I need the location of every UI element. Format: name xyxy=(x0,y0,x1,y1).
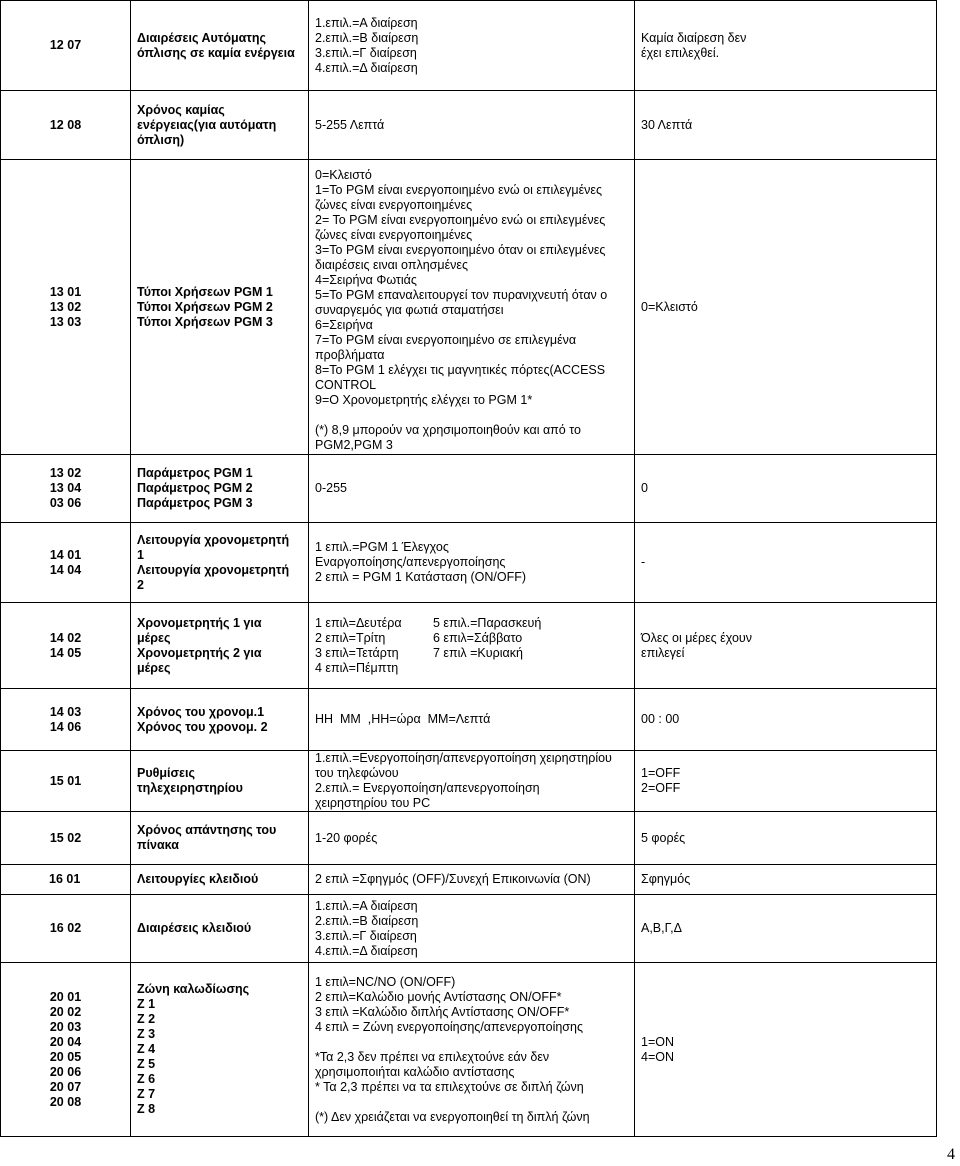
description-line: τηλεχειρηστηρίου xyxy=(137,781,243,795)
options-cell xyxy=(309,751,635,812)
description-cell xyxy=(131,91,309,160)
description-line: 2 xyxy=(137,577,144,592)
description-cell xyxy=(131,812,309,865)
description-line: Λειτουργία χρονομετρητή xyxy=(137,562,290,577)
description-line: Χρονομετρητής 1 για xyxy=(137,615,262,630)
setting-code: 03 06 xyxy=(49,496,82,510)
setting-code: 13 02 xyxy=(49,299,82,314)
default-value: 0 xyxy=(641,481,648,495)
default-cell xyxy=(635,963,937,1137)
option-line: χρησιμοποιήται καλώδιο αντίστασης xyxy=(315,1064,515,1079)
setting-code: 13 01 xyxy=(49,284,82,299)
description-line: Διαιρέσεις κλειδιού xyxy=(137,921,252,935)
weekday-option: 3 επιλ=Τετάρτη xyxy=(315,645,399,660)
setting-code: 14 01 xyxy=(49,547,82,562)
option-line: *Τα 2,3 δεν πρέπει να επιλεχτούνε εάν δεν xyxy=(315,1049,550,1064)
setting-code: 13 02 xyxy=(49,466,82,480)
table-row xyxy=(1,751,937,812)
option-line: 1.επιλ.=Α διαίρεση xyxy=(315,898,418,913)
option-line: 2 επιλ=Καλώδιο μονής Αντίστασης ON/OFF* xyxy=(315,989,562,1004)
description-line: Z 2 xyxy=(137,1012,156,1026)
option-line: 1 επιλ.=PGM 1 Έλεγχος xyxy=(315,540,449,554)
option-line: 2= Το PGM είναι ενεργοποιημένο ενώ οι επιλεγμένες xyxy=(315,213,606,227)
option-line: HH MM ,HH=ώρα MM=Λεπτά xyxy=(315,712,491,726)
description-line: πίνακα xyxy=(137,838,179,852)
option-line: 4=Σειρήνα Φωτιάς xyxy=(315,273,417,287)
option-line: 2.επιλ.=Β διαίρεση xyxy=(315,30,419,45)
blank-line xyxy=(315,1035,628,1050)
blank-line xyxy=(315,1095,628,1110)
option-line: * Τα 2,3 πρέπει να τα επιλεχτούνε σε διπλή ζώνη xyxy=(315,1079,584,1094)
table-row xyxy=(1,91,937,160)
setting-code: 20 01 xyxy=(49,989,82,1004)
weekday-option: 7 επιλ =Κυριακή xyxy=(433,645,523,660)
setting-code: 14 03 xyxy=(49,704,82,719)
table-row xyxy=(1,523,937,603)
code-cell xyxy=(1,812,131,865)
default-cell xyxy=(635,1,937,91)
code-cell xyxy=(1,523,131,603)
default-value: 00 : 00 xyxy=(641,712,680,726)
weekday-option: 5 επιλ.=Παρασκευή xyxy=(433,615,542,630)
table-row xyxy=(1,160,937,455)
description-cell xyxy=(131,865,309,895)
description-line: Z 3 xyxy=(137,1027,156,1041)
default-cell xyxy=(635,895,937,963)
option-line: 5-255 Λεπτά xyxy=(315,117,385,132)
options-cell xyxy=(309,865,635,895)
default-value: 4=ON xyxy=(641,1049,675,1064)
description-line: Παράμετρος PGM 3 xyxy=(137,496,253,510)
option-line: χειρηστηρίου του PC xyxy=(315,796,431,810)
option-line: 4.επιλ.=Δ διαίρεση xyxy=(315,943,418,958)
option-line: 0=Κλειστό xyxy=(315,168,372,182)
weekday-options xyxy=(315,616,628,676)
code-cell xyxy=(1,689,131,751)
setting-code: 20 07 xyxy=(49,1079,82,1094)
default-value: Όλες οι μέρες έχουν xyxy=(641,630,752,645)
option-line: του τηλεφώνου xyxy=(315,766,399,780)
note-line: PGM2,PGM 3 xyxy=(315,438,393,452)
setting-code: 20 08 xyxy=(49,1094,82,1109)
default-cell xyxy=(635,865,937,895)
description-line: Z 1 xyxy=(137,997,156,1011)
option-line: CONTROL xyxy=(315,378,377,392)
default-value: Σφηγμός xyxy=(641,872,691,886)
description-line: Χρόνος καμίας xyxy=(137,102,225,117)
option-line: προβλήματα xyxy=(315,348,385,362)
description-cell xyxy=(131,895,309,963)
option-line: 3=Το PGM είναι ενεργοποιημένο όταν οι επιλεγμένες xyxy=(315,243,606,257)
description-line: Ζώνη καλωδίωσης xyxy=(137,982,250,996)
table-row xyxy=(1,895,937,963)
description-line: Z 8 xyxy=(137,1102,156,1116)
description-line: Χρόνος του χρονομ. 2 xyxy=(137,719,268,734)
description-line: Παράμετρος PGM 1 xyxy=(137,466,253,480)
description-line: μέρες xyxy=(137,660,171,675)
description-line: Z 4 xyxy=(137,1042,156,1056)
default-cell xyxy=(635,689,937,751)
option-line: 1.επιλ.=Ενεργοποίηση/απενεργοποίηση χειρηστηρίου xyxy=(315,751,612,765)
code-cell xyxy=(1,963,131,1137)
weekday-option xyxy=(433,661,628,676)
weekday-option: 1 επιλ=Δευτέρα xyxy=(315,615,402,630)
setting-code: 12 07 xyxy=(49,38,82,52)
option-line: 8=Το PGM 1 ελέγχει τις μαγνητικές πόρτες(ACCESS xyxy=(315,363,606,377)
default-value: 1=ON xyxy=(641,1034,675,1049)
option-line: 0-255 xyxy=(315,481,347,495)
setting-code: 20 06 xyxy=(49,1064,82,1079)
description-cell xyxy=(131,751,309,812)
weekday-option: 2 επιλ=Τρίτη xyxy=(315,630,386,645)
default-cell xyxy=(635,751,937,812)
default-cell xyxy=(635,603,937,689)
options-cell xyxy=(309,689,635,751)
code-cell xyxy=(1,603,131,689)
description-line: Τύποι Χρήσεων PGM 2 xyxy=(137,299,273,314)
description-cell xyxy=(131,160,309,455)
table-row xyxy=(1,865,937,895)
default-value: 1=OFF xyxy=(641,766,681,780)
default-value: επιλεγεί xyxy=(641,645,685,660)
setting-code: 20 02 xyxy=(49,1004,82,1019)
description-line: 1 xyxy=(137,547,144,562)
description-line: Διαιρέσεις Αυτόματης xyxy=(137,30,267,45)
description-line: Z 7 xyxy=(137,1087,156,1101)
option-line: 2 επιλ =Σφηγμός (OFF)/Συνεχή Επικοινωνία (ON) xyxy=(315,872,591,886)
option-line: 1.επιλ.=Α διαίρεση xyxy=(315,15,418,30)
setting-code: 12 08 xyxy=(49,117,82,132)
option-line: 5=Το PGM επαναλειτουργεί τον πυρανιχνευτή όταν ο xyxy=(315,288,608,302)
default-value: 2=OFF xyxy=(641,781,681,795)
note-line: (*) 8,9 μπορούν να χρησιμοποιηθούν και από το xyxy=(315,423,581,437)
table-row xyxy=(1,812,937,865)
default-cell xyxy=(635,812,937,865)
setting-code: 13 03 xyxy=(49,314,82,329)
option-line: ζώνες είναι ενεργοποιημένες xyxy=(315,198,473,212)
code-cell xyxy=(1,751,131,812)
option-line: 1 επιλ=NC/NO (ON/OFF) xyxy=(315,974,456,989)
options-cell xyxy=(309,963,635,1137)
default-cell xyxy=(635,523,937,603)
default-value: 5 φορές xyxy=(641,830,686,845)
default-value: έχει επιλεχθεί. xyxy=(641,45,720,60)
default-value: Α,Β,Γ,Δ xyxy=(641,921,682,935)
table-row xyxy=(1,603,937,689)
setting-code: 15 01 xyxy=(49,773,82,788)
description-line: Λειτουργία χρονομετρητή xyxy=(137,532,290,547)
description-cell xyxy=(131,523,309,603)
option-line: 1=Το PGM είναι ενεργοποιημένο ενώ οι επιλεγμένες xyxy=(315,183,602,197)
setting-code: 13 04 xyxy=(49,481,82,495)
options-cell xyxy=(309,603,635,689)
options-cell xyxy=(309,91,635,160)
setting-code: 14 06 xyxy=(49,719,82,734)
description-line: Χρονομετρητής 2 για xyxy=(137,645,262,660)
option-line: 9=Ο Χρονομετρητής ελέγχει το PGM 1* xyxy=(315,393,533,407)
options-cell xyxy=(309,1,635,91)
description-cell xyxy=(131,689,309,751)
setting-code: 20 03 xyxy=(49,1019,82,1034)
table-row xyxy=(1,963,937,1137)
code-cell xyxy=(1,895,131,963)
option-line: 6=Σειρήνα xyxy=(315,318,373,332)
table-row xyxy=(1,689,937,751)
option-line: (*) Δεν χρειάζεται να ενεργοποιηθεί τη διπλή ζώνη xyxy=(315,1109,590,1124)
page-number: 4 xyxy=(947,1146,955,1163)
setting-code: 14 02 xyxy=(49,630,82,645)
description-cell xyxy=(131,1,309,91)
option-line: 2.επιλ.=Β διαίρεση xyxy=(315,913,419,928)
default-cell xyxy=(635,160,937,455)
default-value: 0=Κλειστό xyxy=(641,299,698,314)
description-line: Παράμετρος PGM 2 xyxy=(137,481,253,495)
description-cell xyxy=(131,603,309,689)
option-line: συναργεμός για φωτιά σταματήσει xyxy=(315,303,504,317)
default-value: - xyxy=(641,555,646,569)
description-line: Ρυθμίσεις xyxy=(137,766,195,780)
setting-code: 16 01 xyxy=(49,872,81,886)
description-cell xyxy=(131,455,309,523)
option-line: 1-20 φορές xyxy=(315,830,378,845)
option-line: διαιρέσεις ειναι οπλησμένες xyxy=(315,258,468,272)
default-value: Καμία διαίρεση δεν xyxy=(641,30,747,45)
code-cell xyxy=(1,1,131,91)
code-cell xyxy=(1,160,131,455)
description-line: όπλιση) xyxy=(137,132,185,147)
description-line: όπλισης σε καμία ενέργεια xyxy=(137,45,295,60)
default-value: 30 Λεπτά xyxy=(641,117,693,132)
weekday-option: 6 επιλ=Σάββατο xyxy=(433,630,523,645)
setting-code: 20 04 xyxy=(49,1034,82,1049)
blank-line xyxy=(315,408,628,423)
description-line: Z 5 xyxy=(137,1057,156,1071)
description-line: Λειτουργίες κλειδιού xyxy=(137,872,259,886)
option-line: 4 επιλ = Ζώνη ενεργοποίησης/απενεργοποίησης xyxy=(315,1019,583,1034)
options-cell xyxy=(309,812,635,865)
setting-code: 14 05 xyxy=(49,645,82,660)
options-cell xyxy=(309,455,635,523)
option-line: Εναργοποίησης/απενεργοποίησης xyxy=(315,555,506,569)
table-row xyxy=(1,1,937,91)
option-line: 3.επιλ.=Γ διαίρεση xyxy=(315,928,417,943)
code-cell xyxy=(1,865,131,895)
weekday-option: 4 επιλ=Πέμπτη xyxy=(315,660,399,675)
code-cell xyxy=(1,91,131,160)
description-line: ενέργειας(για αυτόματη xyxy=(137,117,277,132)
code-cell xyxy=(1,455,131,523)
description-line: Χρόνος του χρονομ.1 xyxy=(137,704,265,719)
setting-code: 16 02 xyxy=(49,921,82,935)
setting-code: 14 04 xyxy=(49,562,82,577)
default-cell xyxy=(635,455,937,523)
option-line: 7=Το PGM είναι ενεργοποιημένο σε επιλεγμένα xyxy=(315,333,577,347)
options-cell xyxy=(309,523,635,603)
option-line: 3 επιλ =Καλώδιο διπλής Αντίστασης ON/OFF* xyxy=(315,1004,570,1019)
option-line: ζώνες είναι ενεργοποιημένες xyxy=(315,228,473,242)
option-line: 3.επιλ.=Γ διαίρεση xyxy=(315,45,417,60)
description-line: Τύποι Χρήσεων PGM 3 xyxy=(137,314,273,329)
setting-code: 20 05 xyxy=(49,1049,82,1064)
option-line: 2 επιλ = PGM 1 Κατάσταση (ON/OFF) xyxy=(315,570,527,584)
options-cell xyxy=(309,160,635,455)
setting-code: 15 02 xyxy=(49,830,82,845)
description-line: Χρόνος απάντησης του xyxy=(137,823,277,837)
description-line: Τύποι Χρήσεων PGM 1 xyxy=(137,284,273,299)
table-row xyxy=(1,455,937,523)
option-line: 2.επιλ.= Ενεργοποίηση/απενεργοποίηση xyxy=(315,781,540,795)
description-cell xyxy=(131,963,309,1137)
default-cell xyxy=(635,91,937,160)
options-cell xyxy=(309,895,635,963)
description-line: Z 6 xyxy=(137,1072,156,1086)
description-line: μέρες xyxy=(137,630,171,645)
option-line: 4.επιλ.=Δ διαίρεση xyxy=(315,60,418,75)
